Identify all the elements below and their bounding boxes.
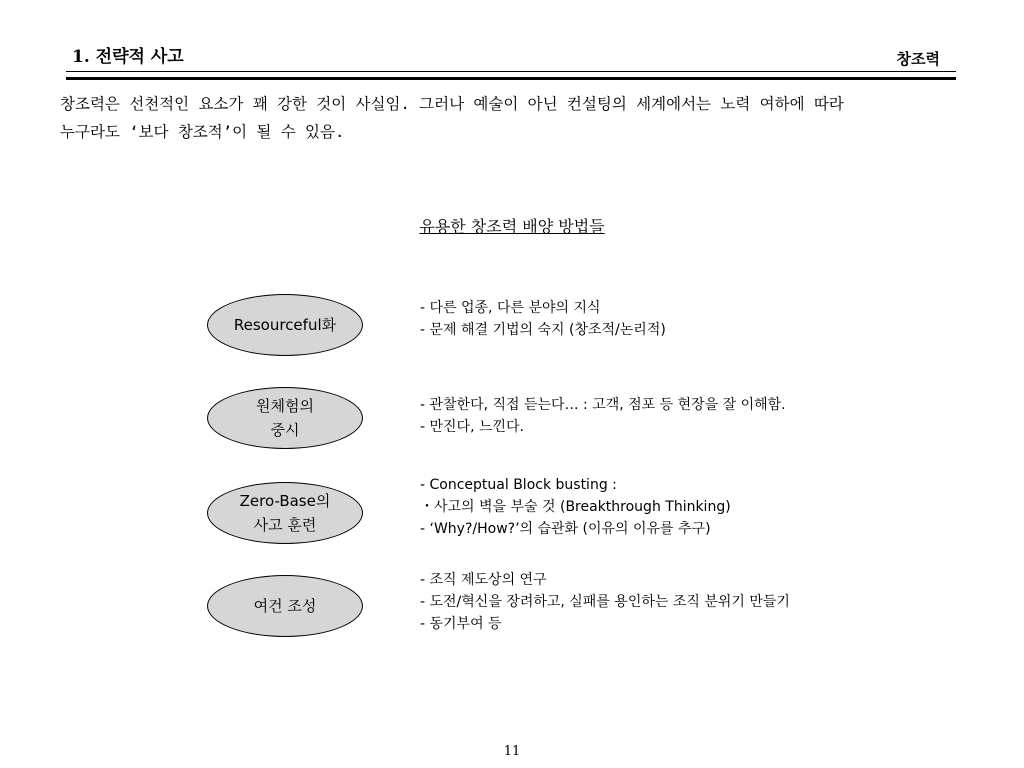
method-label-line: 사고 훈련 <box>253 516 317 534</box>
method-label-line: 중시 <box>270 421 300 439</box>
topic-label: 창조력 <box>896 50 940 68</box>
method-oval-zero-base <box>207 482 363 544</box>
method-details-original-experience <box>420 394 786 438</box>
header-divider-thick <box>66 77 956 80</box>
method-details-resourceful <box>420 297 666 341</box>
method-details-zero-base <box>420 474 731 540</box>
detail-line: - 만진다, 느낀다. <box>420 419 524 435</box>
intro-line: 누구라도 ‘보다 창조적’이 될 수 있음. <box>60 123 345 141</box>
detail-line: - ‘Why?/How?’의 습관화 (이유의 이유를 추구) <box>420 521 711 537</box>
method-label-line: Resourceful화 <box>233 316 337 334</box>
detail-line: - 문제 해결 기법의 숙지 (창조적/논리적) <box>420 322 666 338</box>
detail-line: - 동기부여 등 <box>420 616 502 632</box>
method-details-environment <box>420 569 790 635</box>
method-oval-resourceful <box>207 294 363 356</box>
method-label-line: Zero-Base의 <box>239 492 331 510</box>
detail-line: - 관찰한다, 직접 듣는다… : 고객, 점포 등 현장을 잘 이해함. <box>420 397 786 413</box>
detail-line: - 조직 제도상의 연구 <box>420 572 547 588</box>
header-divider-thin <box>66 71 956 72</box>
detail-line: - Conceptual Block busting : <box>420 477 617 493</box>
method-label-line: 여건 조성 <box>253 597 317 615</box>
intro-paragraph <box>60 90 960 146</box>
intro-line: 창조력은 선천적인 요소가 꽤 강한 것이 사실임. 그러나 예술이 아닌 컨설팅의 세계에서는 노력 여하에 따라 <box>60 95 844 113</box>
detail-line: ・사고의 벽을 부술 것 (Breakthrough Thinking) <box>420 499 731 515</box>
method-label-line: 원체험의 <box>256 397 314 415</box>
method-oval-original-experience <box>207 387 363 449</box>
detail-line: - 다른 업종, 다른 분야의 지식 <box>420 300 601 316</box>
detail-line: - 도전/혁신을 장려하고, 실패를 용인하는 조직 분위기 만들기 <box>420 594 790 610</box>
method-oval-environment <box>207 575 363 637</box>
page-title: 1. 전략적 사고 <box>72 47 184 67</box>
section-subtitle: 유용한 창조력 배양 방법들 <box>419 217 605 236</box>
page-number: 11 <box>503 744 521 759</box>
